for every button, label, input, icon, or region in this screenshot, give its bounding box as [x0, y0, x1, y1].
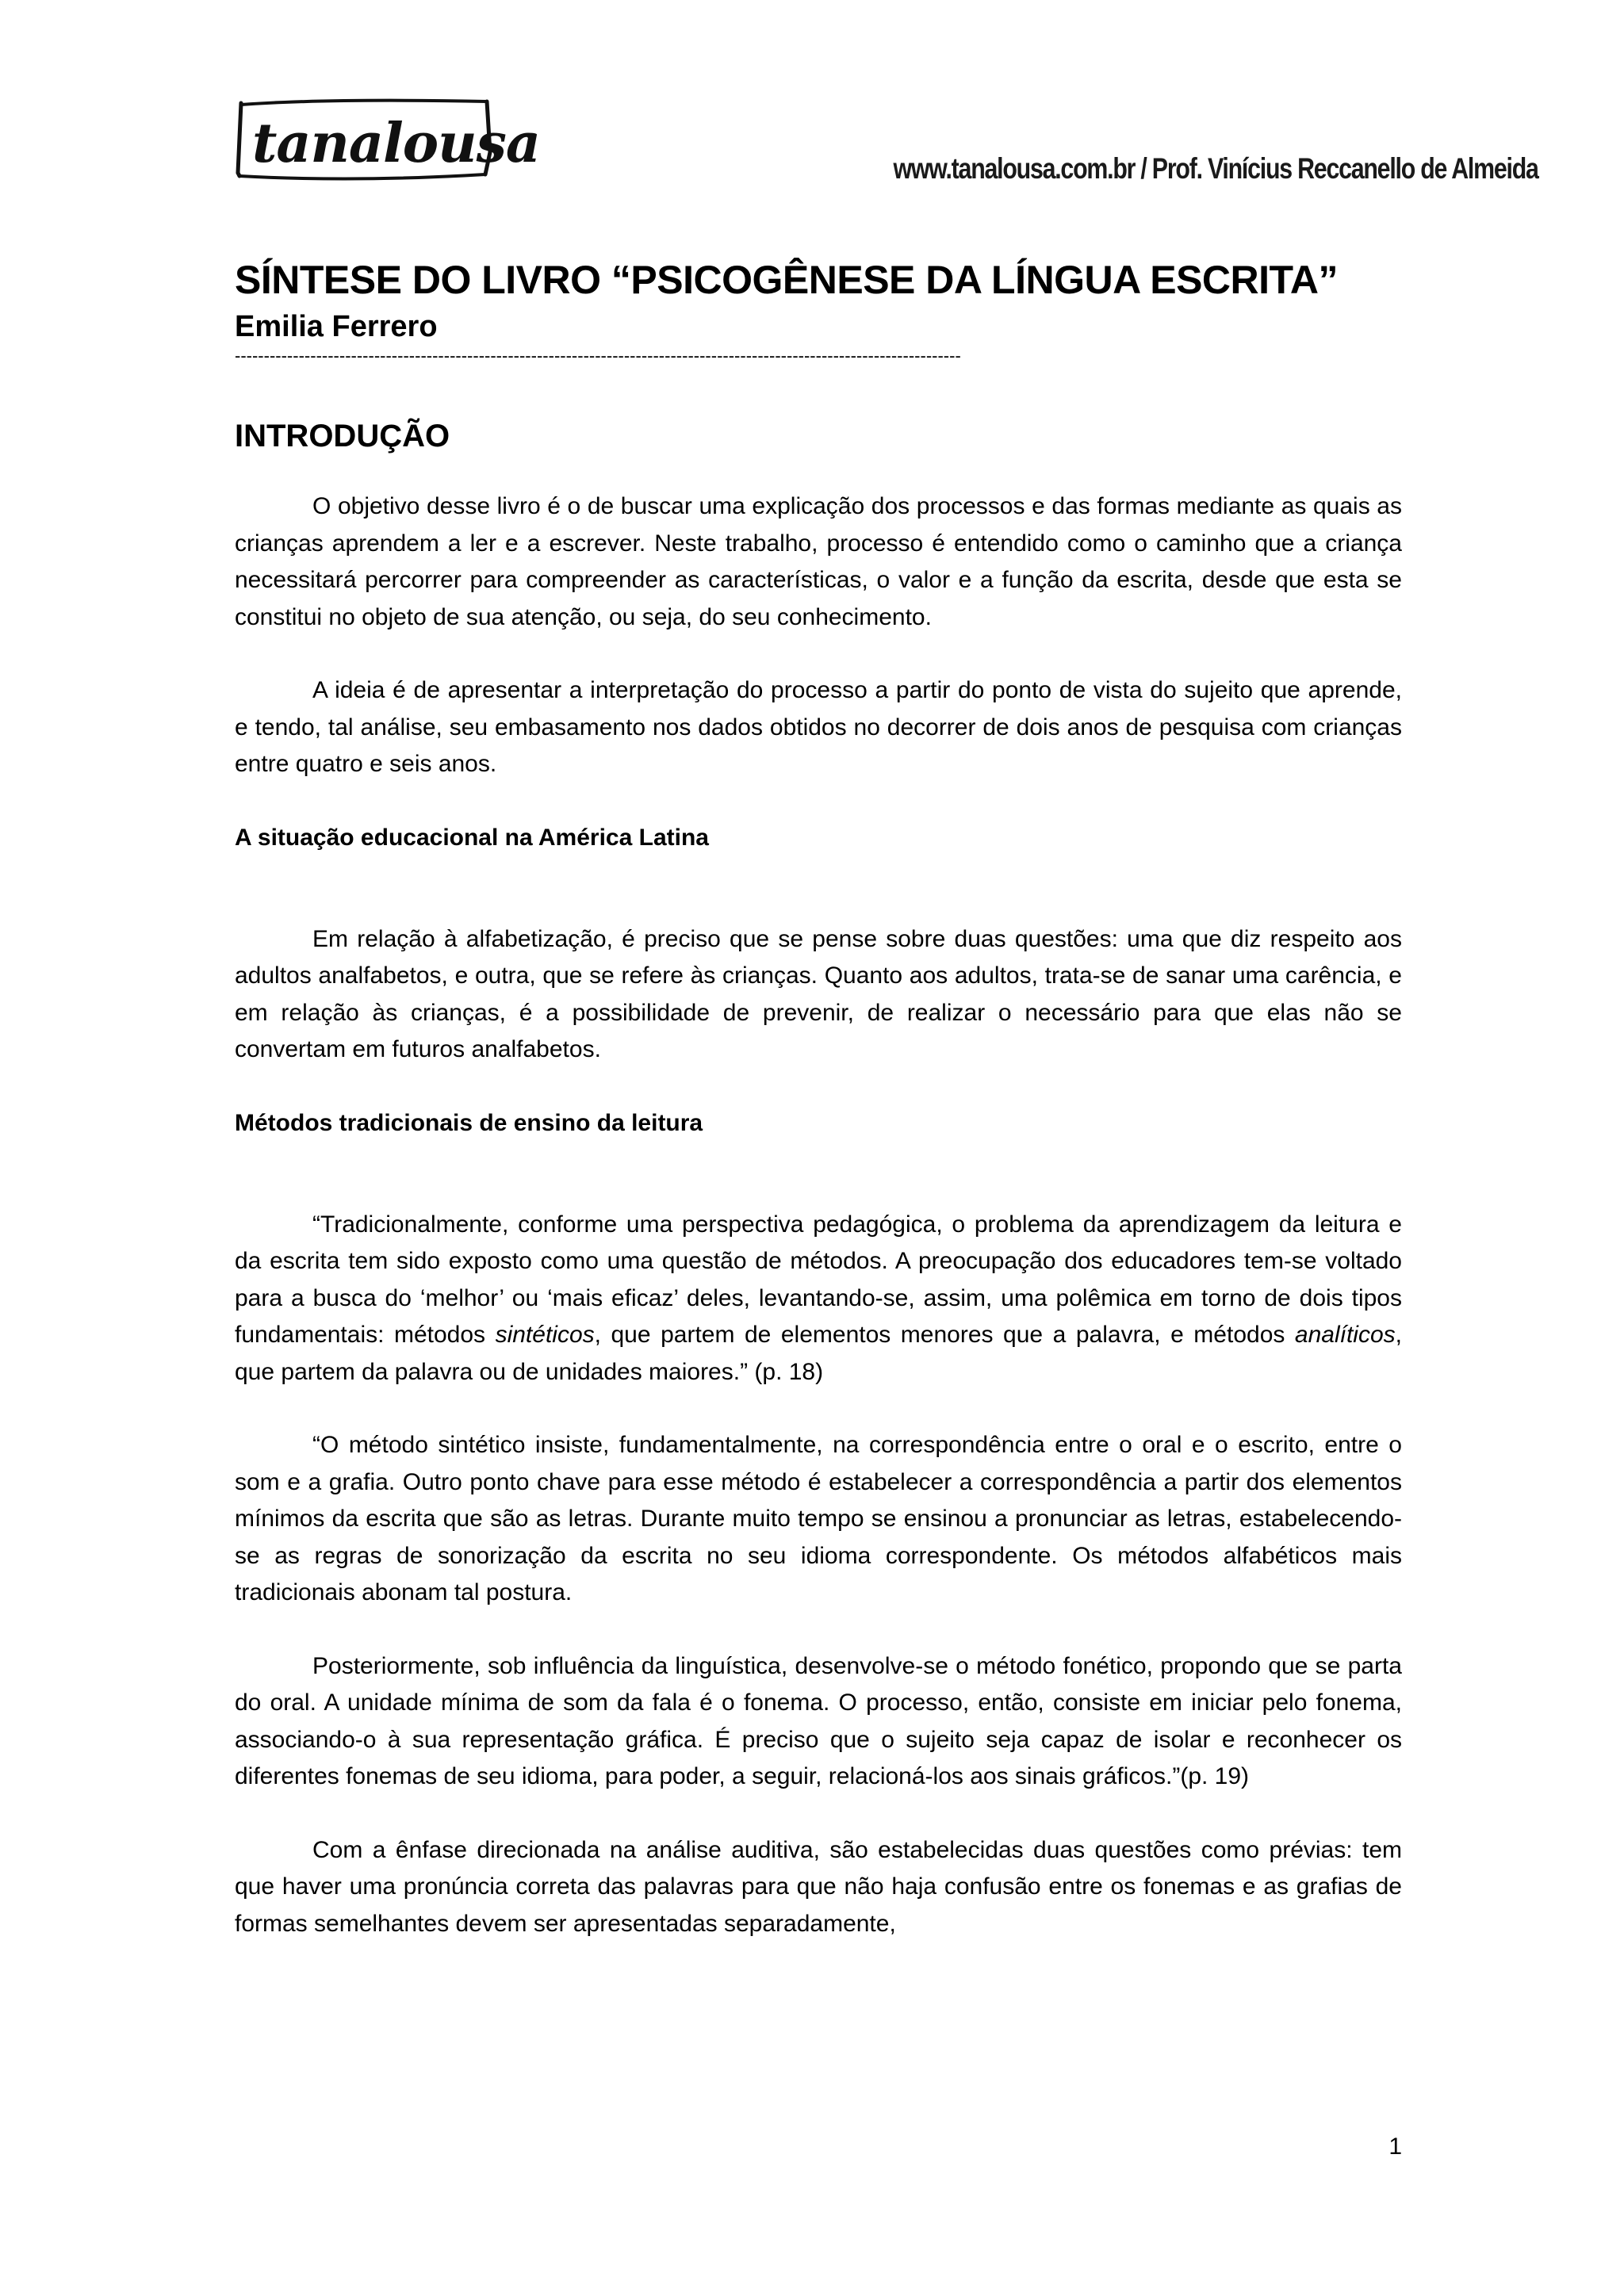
methods-paragraph-1 [235, 1207, 1402, 1391]
methods-paragraph-3: Posteriormente, sob influência da linguística, desenvolve-se o método fonético, propondo que se parta do oral. A unidade mínima de som da fala é o fonema. O processo, então, consiste em iniciar pelo fonema, associando-o à sua representação gráfica. É preciso que o sujeito seja capaz de isolar e reconhecer os diferentes fonemas de seu idioma, para poder, a seguir, relacioná-los aos sinais gráficos.”(p. 19) [235, 1652, 1402, 1789]
intro-paragraph-1: O objetivo desse livro é o de buscar uma explicação dos processos e das formas mediante as quais as crianças aprendem a ler e a escrever. Neste trabalho, processo é entendido como o caminho que a criança necessitará percorrer para compreender as características, o valor e a função da escrita, desde que esta se constitui no objeto de sua atenção, ou seja, do seu conhecimento. [235, 493, 1402, 630]
methods-p1-text-b: , que partem de elementos menores que a palavra, e métodos [594, 1322, 1295, 1348]
methods-p1-italic-analiticos: analíticos [1294, 1322, 1396, 1348]
svg-text:tanalousa: tanalousa [252, 112, 540, 175]
page-number: 1 [1388, 2133, 1402, 2160]
methods-p1-text-c: , que partem da palavra ou de unidades maiores.” (p. 18) [235, 1322, 1402, 1385]
tanalousa-logo [235, 97, 540, 184]
latin-america-paragraph: Em relação à alfabetização, é preciso que se pense sobre duas questões: uma que diz respeito aos adultos analfabetos, e outra, que se refere às crianças. Quanto aos adultos, trata-se de sanar uma carência, e em relação às crianças, é a possibilidade de prevenir, de realizar o necessário para que elas não se convertam em futuros analfabetos. [235, 925, 1402, 1062]
document-body [235, 255, 1402, 1979]
divider-line: ----------------------------------------------------------------------------------------------------------------------------- [235, 346, 961, 365]
section-heading-traditional-methods: Métodos tradicionais de ensino da leitura [235, 1109, 703, 1136]
intro-paragraph-2: A ideia é de apresentar a interpretação do processo a partir do ponto de vista do sujeito que aprende, e tendo, tal análise, seu embasamento nos dados obtidos no decorrer de dois anos de pesquisa com crianças entre quatro e seis anos. [235, 677, 1402, 777]
methods-p1-text-a: “Tradicionalmente, conforme uma perspectiva pedagógica, o problema da aprendizagem da leitura e da escrita tem sido exposto como uma questão de métodos. A preocupação dos educadores tem-se voltado para a busca do ‘melhor’ ou ‘mais eficaz’ deles, levantando-se, assim, uma polêmica em torno de dois tipos fundamentais: métodos [235, 1211, 1402, 1348]
intro-heading: INTRODUÇÃO [235, 419, 450, 453]
document-title: SÍNTESE DO LIVRO “PSICOGÊNESE DA LÍNGUA ESCRITA” [235, 258, 1338, 302]
document-author: Emilia Ferrero [235, 310, 438, 343]
section-heading-latin-america: A situação educacional na América Latina [235, 824, 709, 851]
methods-paragraph-2: “O método sintético insiste, fundamentalmente, na correspondência entre o oral e o escrito, entre o som e a grafia. Outro ponto chave para esse método é estabelecer a correspondência a partir dos elementos mínimos da escrita que são as letras. Durante muito tempo se ensinou a pronunciar as letras, estabelecendo-se as regras de sonorização da escrita no seu idioma correspondente. Os métodos alfabéticos mais tradicionais abonam tal postura. [235, 1432, 1402, 1605]
methods-p1-italic-sinteticos: sintéticos [495, 1322, 595, 1348]
methods-paragraph-4: Com a ênfase direcionada na análise auditiva, são estabelecidas duas questões como prévias: tem que haver uma pronúncia correta das palavras para que não haja confusão entre os fonemas e as grafias de formas semelhantes devem ser apresentadas separadamente, [235, 1836, 1402, 1937]
header-url: www.tanalousa.com.br / Prof. Vinícius Reccanello de Almeida [893, 152, 1538, 185]
logo-graphic [235, 97, 540, 184]
